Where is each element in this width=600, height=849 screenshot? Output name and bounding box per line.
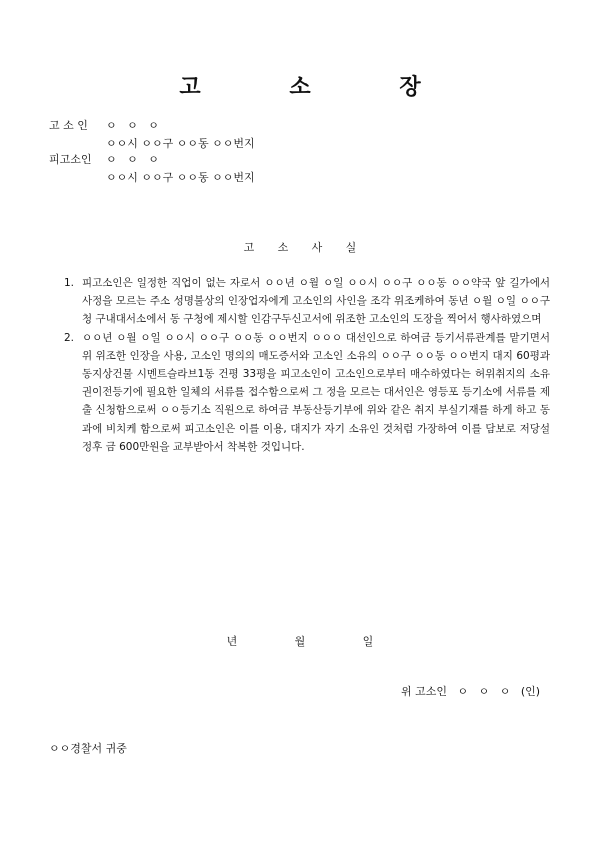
addressee: ㅇㅇ경찰서 귀중 xyxy=(49,742,127,755)
accused-address: ㅇㅇ시 ㅇㅇ구 ㅇㅇ동 ㅇㅇ번지 xyxy=(106,171,255,184)
document-title xyxy=(0,70,600,101)
date-day: 일 xyxy=(362,635,374,648)
complainant-label: 고 소 인 xyxy=(49,119,88,132)
title-char: 고 xyxy=(179,74,201,100)
accused-label: 피고소인 xyxy=(49,153,92,166)
date-line xyxy=(0,633,600,649)
date-year: 년 xyxy=(226,635,238,648)
heading-char: 고 xyxy=(243,241,255,254)
item-number: 1. xyxy=(64,277,75,289)
item-text: 피고소인은 일정한 직업이 없는 자로서 ㅇㅇ년 ㅇ월 ㅇ일 ㅇㅇ시 ㅇㅇ구 ㅇㅇ동 ㅇㅇ약국 앞 길가에서 사정을 모르는 주소 성명불상의 인장업자에게 고소인의 사인을 조각 위조케하여 동년 ㅇ월 ㅇ일 ㅇㅇ구청 구내대서소에서 동 구청에 제시할 인감구두신고서에 위조한 고소인의 도장을 찍어서 행사하였으며 xyxy=(82,277,550,326)
item-number: 2. xyxy=(64,331,75,344)
facts-list xyxy=(64,274,550,456)
signature-name: ㅇ ㅇ ㅇ xyxy=(457,685,511,698)
complainant-address: ㅇㅇ시 ㅇㅇ구 ㅇㅇ동 ㅇㅇ번지 xyxy=(106,137,255,150)
signature-prefix: 위 고소인 xyxy=(401,685,448,698)
heading-char: 소 xyxy=(277,241,289,254)
title-char: 소 xyxy=(289,74,311,100)
date-month: 월 xyxy=(294,635,306,648)
heading-char: 사 xyxy=(311,241,323,254)
facts-heading xyxy=(0,239,600,255)
complainant-name: ㅇ ㅇ ㅇ xyxy=(106,119,159,132)
signature-line xyxy=(401,683,540,699)
item-text: ㅇㅇ년 ㅇ월 ㅇ일 ㅇㅇ시 ㅇㅇ구 ㅇㅇ동 ㅇㅇ번지 ㅇㅇㅇ 대선인으로 하여금 등기서류관계를 맡기면서 위 위조한 인장을 사용, 고소인 명의의 매도증서와 고소인 소유의 ㅇㅇ구 ㅇㅇ동 ㅇㅇ번지 대지 60평과 동지상건물 시멘트슬라브1동 건평 33평을 피고소인이 고소인으로부터 매수하였다는 허위취지의 소유권이전등기에 필요한 일체의 서류를 접수함으로써 그 정을 모르는 대서인은 영등포 등기소에 서류를 제출 신청함으로써 ㅇㅇ등기소 직원으로 하여금 부동산등기부에 위와 같은 취지 부실기재를 하게 하고 동과에 비치케 함으로써 피고소인은 이를 이용, 대지가 자기 소유인 것처럼 가장하여 이를 담보로 저당설정후 금 600만원을 교부받아서 착복한 것입니다. xyxy=(82,331,550,453)
title-char: 장 xyxy=(399,74,421,100)
list-item xyxy=(64,329,550,456)
list-item xyxy=(64,274,550,329)
accused-name: ㅇ ㅇ ㅇ xyxy=(106,153,159,166)
heading-char: 실 xyxy=(345,241,357,254)
seal-mark: (인) xyxy=(520,685,541,698)
